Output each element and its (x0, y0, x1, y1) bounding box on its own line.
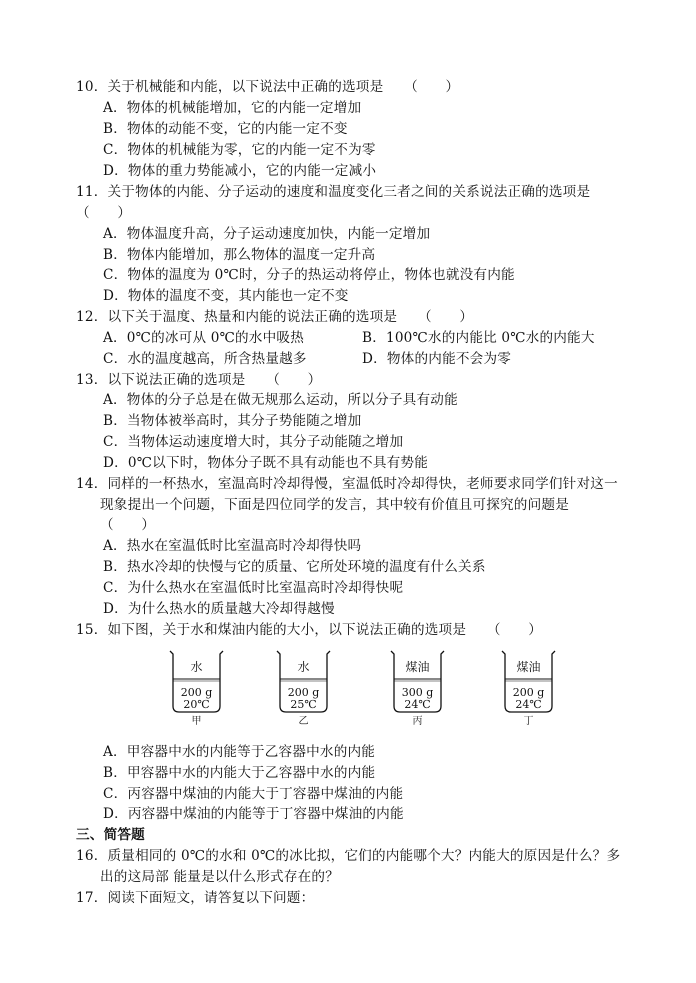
beaker-bing-name: 丙 (412, 716, 423, 727)
q14-stem-line-2: 现象提出一个问题，下面是四位同学的发言，其中较有价值且可探究的问题是 (100, 497, 569, 513)
beaker-ding (500, 648, 557, 727)
q13-option-c: C．当物体运动速度增大时，其分子动能随之增加 (103, 434, 404, 450)
q11-stem: 11．关于物体的内能、分子运动的速度和温度变化三者之间的关系说法正确的选项是 (76, 184, 591, 200)
beaker-yi-mass: 200 g (287, 686, 320, 699)
q14-option-a: A．热水在室温低时比室温高时冷却得快吗 (103, 538, 362, 554)
q15-option-a: A．甲容器中水的内能等于乙容器中水的内能 (103, 744, 376, 760)
beaker-jia-mass: 200 g (180, 686, 213, 699)
beaker-yi (275, 648, 332, 727)
q10-option-c: C．物体的机械能为零，它的内能一定不为零 (103, 142, 376, 158)
beaker-jia (168, 648, 225, 727)
q14-option-b: B．热水冷却的快慢与它的质量、它所处环境的温度有什么关系 (103, 559, 486, 575)
q10-option-b: B．物体的动能不变，它的内能一定不变 (103, 121, 348, 137)
q15-stem: 15．如下图，关于水和煤油内能的大小，以下说法正确的选项是 （ ） (76, 622, 543, 638)
q10-stem: 10．关于机械能和内能，以下说法中正确的选项是 （ ） (76, 79, 460, 95)
q16-line-2: 出的这局部 能量是以什么形式存在的？ (100, 869, 340, 885)
beaker-jia-liquid: 水 (190, 660, 203, 674)
q17-stem: 17．阅读下面短文，请答复以下问题： (76, 890, 315, 906)
q12-option-c: C．水的温度越高，所含热量越多 (103, 351, 307, 367)
q13-option-d: D．0℃以下时，物体分子既不具有动能也不具有势能 (103, 455, 429, 471)
beaker-yi-name: 乙 (298, 716, 309, 727)
q14-stem-line-3: （ ） (100, 517, 156, 533)
section-heading: 三、简答题 (76, 827, 145, 843)
q13-option-b: B．当物体被举高时，其分子势能随之增加 (103, 413, 362, 429)
q11-option-a: A．物体温度升高，分子运动速度加快，内能一定增加 (103, 226, 431, 242)
beaker-jia-name: 甲 (191, 716, 202, 727)
q14-option-c: C．为什么热水在室温低时比室温高时冷却得快呢 (103, 580, 404, 596)
beaker-figure (160, 648, 560, 734)
q12-option-b: B．100℃水的内能比 0℃水的内能大 (362, 330, 595, 346)
beaker-bing-liquid: 煤油 (405, 660, 430, 674)
q12-stem: 12．以下关于温度、热量和内能的说法正确的选项是 （ ） (76, 309, 474, 325)
q15-option-c: C．丙容器中煤油的内能大于丁容器中煤油的内能 (103, 786, 404, 802)
beaker-ding-mass: 200 g (512, 686, 545, 699)
q14-stem-line-1: 14．同样的一杯热水，室温高时冷却得慢，室温低时冷却得快，老师要求同学们针对这一 (76, 476, 618, 492)
beaker-yi-temp: 25℃ (290, 698, 317, 711)
q15-option-d: D．丙容器中煤油的内能等于丁容器中煤油的内能 (103, 806, 404, 822)
beaker-ding-temp: 24℃ (515, 698, 542, 711)
q10-option-d: D．物体的重力势能减小，它的内能一定减小 (103, 163, 377, 179)
beaker-bing-temp: 24℃ (404, 698, 431, 711)
q14-option-d: D．为什么热水的质量越大冷却得越慢 (103, 601, 335, 617)
q11-stem-cont: （ ） (76, 205, 132, 221)
beaker-ding-liquid: 煤油 (516, 660, 541, 674)
q12-option-a: A．0℃的冰可从 0℃的水中吸热 (103, 330, 304, 346)
q13-stem: 13．以下说法正确的选项是 （ ） (76, 372, 322, 388)
q11-option-c: C．物体的温度为 0℃时，分子的热运动将停止，物体也就没有内能 (103, 267, 515, 283)
q10-option-a: A．物体的机械能增加，它的内能一定增加 (103, 100, 362, 116)
q15-option-b: B．甲容器中水的内能大于乙容器中水的内能 (103, 765, 376, 781)
q11-option-b: B．物体内能增加，那么物体的温度一定升高 (103, 247, 376, 263)
q12-option-d: D．物体的内能不会为零 (362, 351, 512, 367)
q11-option-d: D．物体的温度不变，其内能也一定不变 (103, 288, 349, 304)
beaker-jia-temp: 20℃ (183, 698, 210, 711)
beaker-bing (389, 648, 446, 727)
q13-option-a: A．物体的分子总是在做无规那么运动，所以分子具有动能 (103, 392, 458, 408)
beaker-yi-liquid: 水 (297, 660, 310, 674)
beaker-bing-mass: 300 g (401, 686, 434, 699)
beaker-ding-name: 丁 (523, 716, 534, 727)
q16-line-1: 16．质量相同的 0℃的水和 0℃的冰比拟，它们的内能哪个大？内能大的原因是什么？多 (76, 848, 621, 864)
